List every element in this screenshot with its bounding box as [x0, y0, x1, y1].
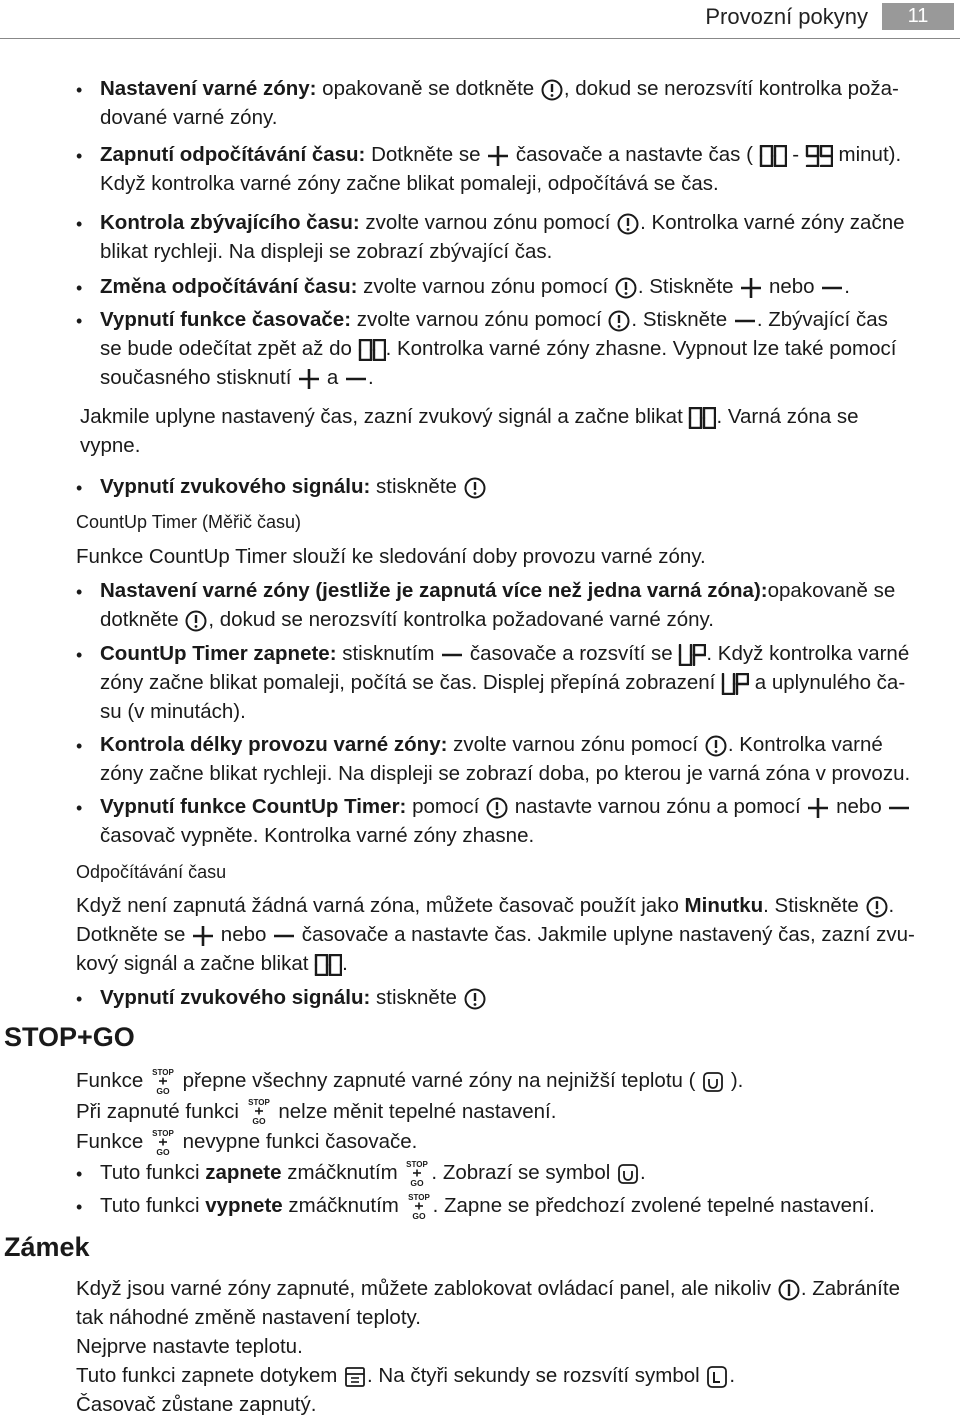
plus-icon [191, 924, 215, 948]
bullet: • [76, 1197, 83, 1217]
zone-selector-icon [184, 609, 208, 633]
zone-selector-icon [614, 276, 638, 300]
zone-selector-icon [540, 78, 564, 102]
plus-icon [806, 796, 830, 820]
bullet: • [76, 645, 83, 665]
paragraph-timer-off: Vypnutí funkce časovače: zvolte varnou zónu pomocí . Stiskněte . Zbývající čas se bude odečítat zpět až do . Kontrolka varné zóny zhasne. Vypnout lze také pomocí současného stisknutí a . [100, 308, 897, 389]
section-heading-stop-go: STOP+GO [4, 1022, 135, 1052]
paragraph-minute-sound-off: Vypnutí zvukového signálu: stiskněte [100, 983, 952, 1012]
paragraph-countdown-on: Zapnutí odpočítávání času: Dotkněte se časovače a nastavte čas ( - minut). Když kontrolka varné zóny začne blikat pomaleji, odpočítává se čas. [100, 143, 902, 195]
zone-selector-icon [607, 309, 631, 333]
svg-text:STOP: STOP [152, 1128, 174, 1138]
svg-text:GO: GO [252, 1116, 266, 1127]
minute-minder-heading: Odpočítávání času [76, 862, 227, 882]
stop-go-icon [149, 1128, 177, 1158]
zone-selector-icon [616, 212, 640, 236]
power-icon [777, 1278, 801, 1302]
paragraph-remaining-check: Kontrola zbývajícího času: zvolte varnou zónu pomocí . Kontrolka varné zóny začne blikat rychleji. Na displeji se zobrazí zbývající čas. [100, 211, 905, 263]
paragraph-countup-on: CountUp Timer zapnete: stisknutím časovače a rozsvítí se . Když kontrolka varné zóny začne blikat pomaleji, počítá se čas. Displej přepíná zobrazení a uplynulého ča- su (v minutách). [100, 642, 910, 723]
display-99-symbol [805, 145, 833, 167]
header-title: Provozní pokyny [705, 4, 868, 29]
paragraph-stopgo-off: Tuto funkci vypnete zmáčknutím STOP GO . Zapne se předchozí zvolené tepelné nastavení. [100, 1192, 875, 1221]
minus-icon [344, 367, 368, 391]
svg-text:GO: GO [411, 1210, 426, 1221]
bullet: • [76, 736, 83, 756]
plus-icon [739, 276, 763, 300]
svg-text:GO: GO [156, 1085, 170, 1096]
zone-selector-icon [463, 476, 487, 500]
svg-text:STOP: STOP [406, 1159, 429, 1169]
display-00-symbol [358, 339, 386, 361]
minus-icon [820, 276, 844, 300]
zone-selector-icon [865, 895, 889, 919]
bullet: • [76, 582, 83, 602]
paragraph-sound-off: Vypnutí zvukového signálu: stiskněte [100, 472, 952, 501]
countup-heading: CountUp Timer (Měřič času) [76, 512, 302, 532]
paragraph-minute-minder: Když není zapnutá žádná varná zóna, můžete časovač použít jako Minutku. Stiskněte . Dotkněte se nebo časovače a nastavte čas. Jakmile uplyne nastavený čas, zazní zvu- kový signál a začne blikat . [76, 894, 915, 975]
paragraph-countup-zone: Nastavení varné zóny (jestliže je zapnutá více než jedna varná zóna):opakovaně se dotkněte , dokud se nerozsvítí kontrolka požadované varné zóny. [100, 579, 896, 631]
display-00-symbol [759, 145, 787, 167]
svg-text:STOP: STOP [247, 1098, 270, 1108]
bullet: • [76, 798, 83, 818]
keep-warm-symbol [701, 1070, 725, 1094]
display-00-symbol [688, 407, 716, 429]
minus-icon [733, 309, 757, 333]
svg-text:GO: GO [156, 1146, 170, 1157]
keep-warm-symbol [616, 1162, 640, 1186]
minus-icon [440, 643, 464, 667]
svg-text:STOP: STOP [407, 1192, 430, 1202]
section-heading-lock: Zámek [4, 1232, 90, 1262]
paragraph-zone-setting: Nastavení varné zóny: opakovaně se dotkněte , dokud se nerozsvítí kontrolka poža- dované varné zóny. [100, 77, 899, 129]
paragraph-stopgo-on: Tuto funkci zapnete zmáčknutím STOP GO . Zobrazí se symbol . [100, 1159, 646, 1188]
svg-text:STOP: STOP [152, 1067, 174, 1077]
display-up-symbol [678, 644, 706, 666]
svg-text:GO: GO [410, 1177, 425, 1188]
paragraph-countup-off: Vypnutí funkce CountUp Timer: pomocí nastavte varnou zónu a pomocí nebo časovač vypněte. Kontrolka varné zóny zhasne. [100, 792, 952, 850]
page-header [0, 0, 960, 39]
stop-go-icon [403, 1159, 431, 1189]
page-number: 11 [882, 3, 954, 30]
stop-go-icon [149, 1067, 177, 1097]
zone-selector-icon [463, 987, 487, 1011]
lock-symbol-l [705, 1365, 729, 1389]
bullet: • [76, 311, 83, 331]
display-00-symbol [314, 954, 342, 976]
bullet: • [76, 278, 83, 298]
bullet: • [76, 478, 83, 498]
bullet: • [76, 146, 83, 166]
stop-go-icon [405, 1192, 433, 1222]
bullet: • [76, 214, 83, 234]
zone-selector-icon [704, 734, 728, 758]
minus-icon [272, 924, 296, 948]
plus-icon [486, 144, 510, 168]
bullet: • [76, 1164, 83, 1184]
display-up-symbol [721, 673, 749, 695]
bullet: • [76, 989, 83, 1009]
paragraph-countup-check: Kontrola délky provozu varné zóny: zvolte varnou zónu pomocí . Kontrolka varné zóny začne blikat rychleji. Na displeji se zobrazí doba, po kterou je varná zóna v provozu. [100, 733, 911, 785]
paragraph-stopgo-intro: Funkce STOP GO přepne všechny zapnuté varné zóny na nejnižší teplotu ( ). Při zapnuté funkci STOP GO nelze měnit tepelné nastavení. Funkce STOP GO nevypne funkci časovače. [76, 1067, 744, 1157]
zone-selector-icon [485, 796, 509, 820]
paragraph-time-elapsed: Jakmile uplyne nastavený čas, zazní zvukový signál a začne blikat . Varná zóna se vypne. [80, 405, 859, 457]
stop-go-icon [245, 1097, 273, 1127]
plus-icon [297, 367, 321, 391]
paragraph-countdown-change: Změna odpočítávání času: zvolte varnou zónu pomocí . Stiskněte nebo . [100, 275, 850, 298]
minus-icon [887, 796, 911, 820]
lock-icon [343, 1365, 367, 1389]
paragraph-lock: Když jsou varné zóny zapnuté, můžete zablokovat ovládací panel, ale nikoliv . Zabráníte tak náhodné změně nastavení teploty. Nejprve nastavte teplotu. Tuto funkci zapnete dotykem . Na čtyři sekundy se rozsvítí symbol . Časovač zůstane zapnutý. [76, 1277, 900, 1416]
countup-intro: Funkce CountUp Timer slouží ke sledování doby provozu varné zóny. [76, 545, 706, 568]
bullet: • [76, 80, 83, 100]
